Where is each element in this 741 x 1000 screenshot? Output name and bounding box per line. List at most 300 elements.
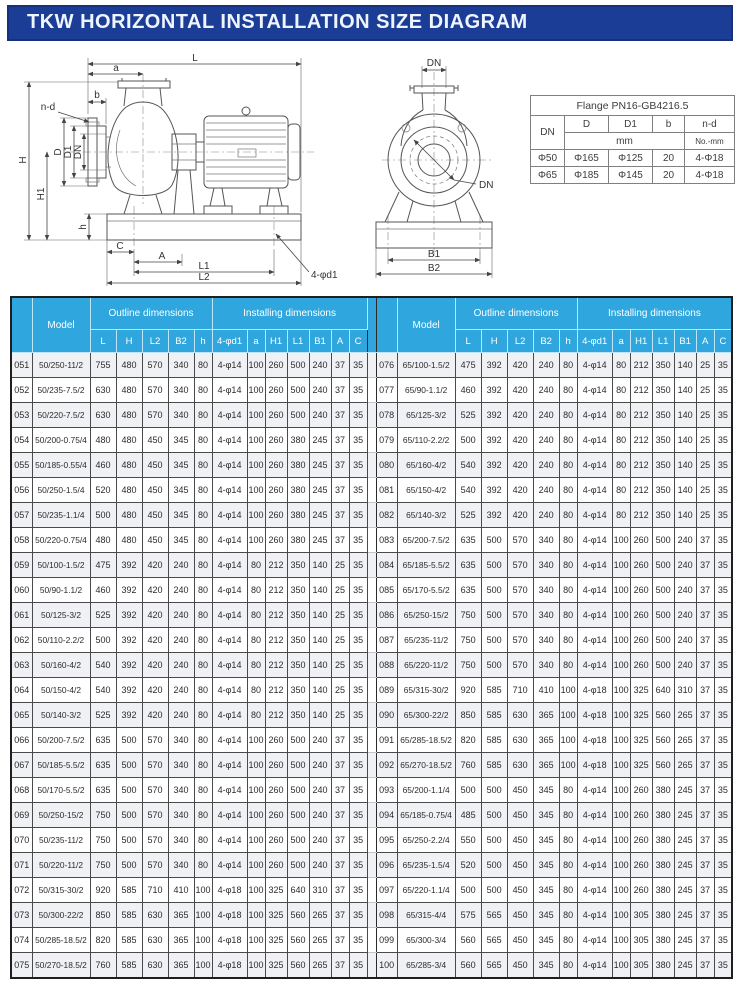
value-cell-right: 212 — [630, 478, 652, 503]
value-cell-right: 35 — [714, 853, 732, 878]
value-cell-left: 100 — [247, 403, 265, 428]
value-cell-right: 560 — [455, 953, 481, 979]
value-cell-right: 240 — [533, 378, 559, 403]
row-number-left: 059 — [11, 553, 32, 578]
value-cell-right: 80 — [559, 553, 577, 578]
model-cell-left: 50/185-5.5/2 — [32, 753, 90, 778]
value-cell-right: 4-φ14 — [577, 953, 612, 979]
value-cell-right: 260 — [630, 528, 652, 553]
value-cell-right: 80 — [559, 378, 577, 403]
model-cell-right: 65/250-15/2 — [397, 603, 455, 628]
value-cell-left: 37 — [331, 853, 349, 878]
value-cell-left: 340 — [168, 728, 194, 753]
value-cell-left: 240 — [309, 753, 331, 778]
value-cell-left: 260 — [265, 378, 287, 403]
col-header-a-right: a — [612, 330, 630, 353]
value-cell-left: 450 — [142, 453, 168, 478]
value-cell-left: 365 — [168, 953, 194, 979]
col-header-H-left: H — [116, 330, 142, 353]
value-cell-left: 570 — [142, 403, 168, 428]
value-cell-left: 35 — [349, 378, 367, 403]
value-cell-left: 460 — [90, 578, 116, 603]
value-cell-left: 500 — [287, 403, 309, 428]
value-cell-left: 635 — [90, 728, 116, 753]
value-cell-left: 500 — [90, 628, 116, 653]
group-header-installing-right: Installing dimensions — [577, 297, 732, 330]
value-cell-right: 365 — [533, 703, 559, 728]
value-cell-left: 212 — [265, 653, 287, 678]
value-cell-left: 525 — [90, 603, 116, 628]
value-cell-right: 212 — [630, 503, 652, 528]
model-cell-right: 65/270-18.5/2 — [397, 753, 455, 778]
value-cell-left: 100 — [194, 903, 212, 928]
value-cell-left: 635 — [90, 778, 116, 803]
flange-col-nd: n-d — [685, 116, 735, 133]
value-cell-left: 35 — [349, 628, 367, 653]
model-cell-right: 65/185-0.75/4 — [397, 803, 455, 828]
value-cell-left: 100 — [247, 728, 265, 753]
value-cell-right: 850 — [455, 703, 481, 728]
value-cell-left: 4-φ14 — [212, 828, 247, 853]
value-cell-right: 350 — [652, 453, 674, 478]
value-cell-right: 500 — [481, 553, 507, 578]
value-cell-right: 140 — [674, 453, 696, 478]
value-cell-right: 345 — [533, 853, 559, 878]
value-cell-right: 4-φ14 — [577, 853, 612, 878]
row-number-left: 065 — [11, 703, 32, 728]
value-cell-left: 80 — [194, 828, 212, 853]
row-number-left: 054 — [11, 428, 32, 453]
table-gap — [367, 478, 376, 503]
value-cell-right: 37 — [696, 678, 714, 703]
value-cell-right: 585 — [481, 728, 507, 753]
value-cell-left: 80 — [194, 803, 212, 828]
dim-label-B2: B2 — [427, 263, 441, 274]
dim-label-b: b — [94, 90, 100, 101]
col-header-4d1-left: 4-φd1 — [212, 330, 247, 353]
table-gap — [367, 928, 376, 953]
value-cell-right: 350 — [652, 503, 674, 528]
value-cell-left: 4-φ18 — [212, 903, 247, 928]
value-cell-left: 37 — [331, 528, 349, 553]
value-cell-left: 392 — [116, 628, 142, 653]
value-cell-left: 37 — [331, 428, 349, 453]
row-number-right: 087 — [376, 628, 397, 653]
value-cell-right: 560 — [652, 753, 674, 778]
value-cell-left: 35 — [349, 578, 367, 603]
value-cell-left: 100 — [194, 878, 212, 903]
pump-end-view-diagram — [352, 52, 542, 290]
model-cell-left: 50/110-2.2/2 — [32, 628, 90, 653]
value-cell-left: 4-φ14 — [212, 578, 247, 603]
value-cell-left: 480 — [116, 353, 142, 378]
dim-label-B1: B1 — [427, 249, 441, 260]
value-cell-left: 35 — [349, 353, 367, 378]
table-gap — [367, 953, 376, 979]
flange-col-d1: D1 — [609, 116, 653, 133]
value-cell-right: 4-φ18 — [577, 678, 612, 703]
dim-label-n-d: n-d — [40, 102, 56, 113]
value-cell-right: 345 — [533, 828, 559, 853]
value-cell-right: 240 — [674, 653, 696, 678]
value-cell-left: 37 — [331, 378, 349, 403]
value-cell-right: 340 — [533, 653, 559, 678]
value-cell-left: 500 — [116, 778, 142, 803]
value-cell-right: 37 — [696, 528, 714, 553]
value-cell-right: 37 — [696, 828, 714, 853]
row-number-left: 058 — [11, 528, 32, 553]
value-cell-right: 750 — [455, 653, 481, 678]
table-row — [11, 528, 732, 553]
dim-label-A: A — [158, 251, 166, 262]
value-cell-left: 4-φ14 — [212, 853, 247, 878]
value-cell-right: 500 — [481, 578, 507, 603]
value-cell-left: 35 — [349, 828, 367, 853]
value-cell-left: 80 — [194, 728, 212, 753]
value-cell-right: 35 — [714, 828, 732, 853]
value-cell-right: 100 — [612, 528, 630, 553]
value-cell-right: 35 — [714, 953, 732, 979]
model-cell-left: 50/90-1.1/2 — [32, 578, 90, 603]
value-cell-right: 420 — [507, 453, 533, 478]
value-cell-right: 920 — [455, 678, 481, 703]
value-cell-right: 100 — [559, 728, 577, 753]
value-cell-right: 345 — [533, 803, 559, 828]
value-cell-left: 25 — [331, 603, 349, 628]
value-cell-left: 100 — [247, 828, 265, 853]
value-cell-left: 212 — [265, 628, 287, 653]
table-gap — [367, 503, 376, 528]
dim-label-C: C — [116, 241, 124, 252]
value-cell-left: 540 — [90, 653, 116, 678]
value-cell-left: 450 — [142, 478, 168, 503]
col-header-H-right: H — [481, 330, 507, 353]
table-row — [11, 753, 732, 778]
value-cell-right: 100 — [612, 578, 630, 603]
row-number-left: 053 — [11, 403, 32, 428]
value-cell-left: 500 — [287, 753, 309, 778]
group-header-installing-left: Installing dimensions — [212, 297, 367, 330]
col-header-A-left: A — [331, 330, 349, 353]
value-cell-right: 140 — [674, 478, 696, 503]
row-number-left: 075 — [11, 953, 32, 979]
value-cell-left: 585 — [116, 953, 142, 979]
dim-label-L2: L2 — [198, 272, 210, 283]
value-cell-right: 80 — [559, 903, 577, 928]
table-gap — [367, 378, 376, 403]
value-cell-left: 35 — [349, 853, 367, 878]
value-cell-right: 80 — [612, 478, 630, 503]
value-cell-right: 345 — [533, 903, 559, 928]
value-cell-right: 80 — [559, 578, 577, 603]
model-cell-left: 50/200-7.5/2 — [32, 728, 90, 753]
value-cell-left: 100 — [247, 778, 265, 803]
value-cell-left: 240 — [168, 578, 194, 603]
value-cell-left: 140 — [309, 578, 331, 603]
value-cell-left: 365 — [168, 903, 194, 928]
value-cell-right: 35 — [714, 703, 732, 728]
value-cell-right: 240 — [533, 428, 559, 453]
col-header-h-left: h — [194, 330, 212, 353]
value-cell-left: 260 — [265, 528, 287, 553]
value-cell-left: 325 — [265, 903, 287, 928]
col-header-index-right — [376, 297, 397, 353]
value-cell-left: 35 — [349, 803, 367, 828]
value-cell-right: 380 — [652, 853, 674, 878]
value-cell-right: 100 — [612, 803, 630, 828]
model-cell-left: 50/150-4/2 — [32, 678, 90, 703]
value-cell-right: 4-φ14 — [577, 453, 612, 478]
value-cell-left: 140 — [309, 703, 331, 728]
value-cell-left: 245 — [309, 453, 331, 478]
value-cell-right: 37 — [696, 653, 714, 678]
value-cell-left: 500 — [287, 728, 309, 753]
value-cell-right: 500 — [481, 603, 507, 628]
flange-cell: 20 — [653, 150, 685, 167]
value-cell-left: 140 — [309, 603, 331, 628]
table-gap — [367, 828, 376, 853]
value-cell-left: 345 — [168, 453, 194, 478]
value-cell-right: 240 — [674, 578, 696, 603]
value-cell-left: 920 — [90, 878, 116, 903]
value-cell-left: 4-φ14 — [212, 653, 247, 678]
value-cell-right: 100 — [612, 953, 630, 979]
value-cell-right: 35 — [714, 353, 732, 378]
value-cell-right: 80 — [559, 428, 577, 453]
value-cell-right: 265 — [674, 728, 696, 753]
value-cell-left: 4-φ14 — [212, 403, 247, 428]
value-cell-left: 100 — [247, 528, 265, 553]
value-cell-left: 420 — [142, 553, 168, 578]
value-cell-right: 760 — [455, 753, 481, 778]
col-header-4d1-right: 4-φd1 — [577, 330, 612, 353]
value-cell-right: 350 — [652, 478, 674, 503]
value-cell-right: 100 — [612, 628, 630, 653]
value-cell-left: 25 — [331, 703, 349, 728]
value-cell-right: 575 — [455, 903, 481, 928]
value-cell-right: 500 — [652, 553, 674, 578]
row-number-left: 056 — [11, 478, 32, 503]
value-cell-left: 35 — [349, 703, 367, 728]
value-cell-left: 500 — [90, 503, 116, 528]
value-cell-left: 820 — [90, 928, 116, 953]
value-cell-left: 100 — [247, 903, 265, 928]
value-cell-right: 35 — [714, 503, 732, 528]
value-cell-right: 35 — [714, 603, 732, 628]
flange-unit-nd: No.-mm — [685, 133, 735, 150]
value-cell-left: 630 — [142, 903, 168, 928]
value-cell-right: 4-φ14 — [577, 653, 612, 678]
value-cell-right: 630 — [507, 703, 533, 728]
value-cell-left: 240 — [309, 378, 331, 403]
value-cell-right: 635 — [455, 528, 481, 553]
table-gap — [367, 553, 376, 578]
table-gap — [367, 428, 376, 453]
table-row — [11, 803, 732, 828]
dim-label-D1: D1 — [63, 145, 74, 159]
value-cell-right: 80 — [612, 453, 630, 478]
value-cell-right: 25 — [696, 353, 714, 378]
value-cell-right: 37 — [696, 703, 714, 728]
value-cell-left: 35 — [349, 653, 367, 678]
value-cell-left: 310 — [309, 878, 331, 903]
value-cell-left: 35 — [349, 553, 367, 578]
table-gap — [367, 453, 376, 478]
value-cell-right: 37 — [696, 803, 714, 828]
value-cell-left: 35 — [349, 528, 367, 553]
col-header-L2-right: L2 — [507, 330, 533, 353]
value-cell-right: 585 — [481, 753, 507, 778]
table-row — [11, 453, 732, 478]
col-header-L1-right: L1 — [652, 330, 674, 353]
col-header-H1-left: H1 — [265, 330, 287, 353]
model-cell-right: 65/150-4/2 — [397, 478, 455, 503]
value-cell-left: 4-φ18 — [212, 928, 247, 953]
table-row — [11, 828, 732, 853]
value-cell-right: 820 — [455, 728, 481, 753]
value-cell-left: 4-φ18 — [212, 878, 247, 903]
value-cell-left: 212 — [265, 603, 287, 628]
value-cell-left: 500 — [287, 803, 309, 828]
value-cell-left: 850 — [90, 903, 116, 928]
value-cell-left: 570 — [142, 778, 168, 803]
row-number-right: 080 — [376, 453, 397, 478]
value-cell-right: 245 — [674, 853, 696, 878]
value-cell-left: 420 — [142, 678, 168, 703]
value-cell-right: 240 — [533, 453, 559, 478]
value-cell-left: 212 — [265, 553, 287, 578]
value-cell-left: 750 — [90, 853, 116, 878]
flange-col-dn: DN — [531, 116, 565, 150]
value-cell-left: 500 — [116, 828, 142, 853]
value-cell-left: 480 — [116, 528, 142, 553]
value-cell-left: 560 — [287, 953, 309, 979]
value-cell-right: 4-φ14 — [577, 478, 612, 503]
row-number-right: 093 — [376, 778, 397, 803]
value-cell-left: 25 — [331, 628, 349, 653]
value-cell-right: 37 — [696, 953, 714, 979]
value-cell-left: 37 — [331, 753, 349, 778]
value-cell-right: 570 — [507, 578, 533, 603]
value-cell-left: 500 — [287, 853, 309, 878]
value-cell-right: 240 — [674, 603, 696, 628]
value-cell-left: 80 — [194, 553, 212, 578]
value-cell-right: 37 — [696, 878, 714, 903]
value-cell-right: 260 — [630, 553, 652, 578]
value-cell-right: 37 — [696, 928, 714, 953]
table-gap — [367, 653, 376, 678]
row-number-left: 066 — [11, 728, 32, 753]
value-cell-left: 585 — [116, 878, 142, 903]
row-number-right: 089 — [376, 678, 397, 703]
value-cell-left: 350 — [287, 678, 309, 703]
value-cell-right: 500 — [481, 803, 507, 828]
value-cell-left: 245 — [309, 428, 331, 453]
value-cell-right: 392 — [481, 403, 507, 428]
value-cell-right: 570 — [507, 553, 533, 578]
value-cell-right: 100 — [612, 653, 630, 678]
value-cell-left: 240 — [309, 728, 331, 753]
value-cell-left: 37 — [331, 403, 349, 428]
value-cell-left: 570 — [142, 803, 168, 828]
table-gap — [367, 297, 376, 353]
value-cell-left: 4-φ14 — [212, 778, 247, 803]
col-header-model-right: Model — [397, 297, 455, 353]
value-cell-right: 380 — [652, 878, 674, 903]
model-cell-right: 65/285-18.5/2 — [397, 728, 455, 753]
value-cell-left: 345 — [168, 428, 194, 453]
value-cell-left: 630 — [90, 378, 116, 403]
model-cell-right: 65/110-2.2/2 — [397, 428, 455, 453]
value-cell-right: 35 — [714, 378, 732, 403]
value-cell-left: 80 — [247, 653, 265, 678]
row-number-right: 091 — [376, 728, 397, 753]
value-cell-left: 100 — [247, 453, 265, 478]
value-cell-left: 480 — [116, 378, 142, 403]
row-number-right: 078 — [376, 403, 397, 428]
value-cell-left: 212 — [265, 678, 287, 703]
value-cell-right: 500 — [481, 628, 507, 653]
table-gap — [367, 903, 376, 928]
value-cell-left: 630 — [142, 953, 168, 979]
value-cell-left: 480 — [116, 453, 142, 478]
table-row — [11, 553, 732, 578]
value-cell-left: 37 — [331, 353, 349, 378]
dim-label-4-d1: 4-φd1 — [311, 270, 338, 281]
value-cell-right: 265 — [674, 753, 696, 778]
model-cell-right: 65/185-5.5/2 — [397, 553, 455, 578]
value-cell-right: 35 — [714, 903, 732, 928]
value-cell-right: 500 — [481, 653, 507, 678]
value-cell-left: 420 — [142, 603, 168, 628]
value-cell-right: 340 — [533, 628, 559, 653]
value-cell-left: 140 — [309, 653, 331, 678]
value-cell-left: 265 — [309, 928, 331, 953]
value-cell-left: 37 — [331, 803, 349, 828]
row-number-right: 090 — [376, 703, 397, 728]
value-cell-right: 4-φ14 — [577, 353, 612, 378]
group-header-outline-left: Outline dimensions — [90, 297, 212, 330]
table-row — [11, 728, 732, 753]
flange-row — [531, 150, 735, 167]
value-cell-right: 380 — [652, 778, 674, 803]
table-gap — [367, 703, 376, 728]
model-cell-left: 50/235-7.5/2 — [32, 378, 90, 403]
value-cell-right: 540 — [455, 478, 481, 503]
value-cell-left: 260 — [265, 753, 287, 778]
value-cell-left: 570 — [142, 378, 168, 403]
value-cell-right: 4-φ14 — [577, 428, 612, 453]
value-cell-left: 245 — [309, 528, 331, 553]
col-header-L-right: L — [455, 330, 481, 353]
dim-label-L: L — [192, 53, 198, 64]
value-cell-right: 750 — [455, 603, 481, 628]
value-cell-left: 100 — [247, 353, 265, 378]
value-cell-right: 140 — [674, 403, 696, 428]
row-number-right: 098 — [376, 903, 397, 928]
value-cell-right: 4-φ18 — [577, 728, 612, 753]
value-cell-right: 245 — [674, 903, 696, 928]
value-cell-right: 245 — [674, 953, 696, 979]
table-gap — [367, 753, 376, 778]
model-cell-left: 50/100-1.5/2 — [32, 553, 90, 578]
value-cell-right: 450 — [507, 878, 533, 903]
row-number-left: 064 — [11, 678, 32, 703]
value-cell-right: 35 — [714, 553, 732, 578]
value-cell-right: 80 — [612, 503, 630, 528]
value-cell-left: 350 — [287, 553, 309, 578]
value-cell-right: 35 — [714, 578, 732, 603]
